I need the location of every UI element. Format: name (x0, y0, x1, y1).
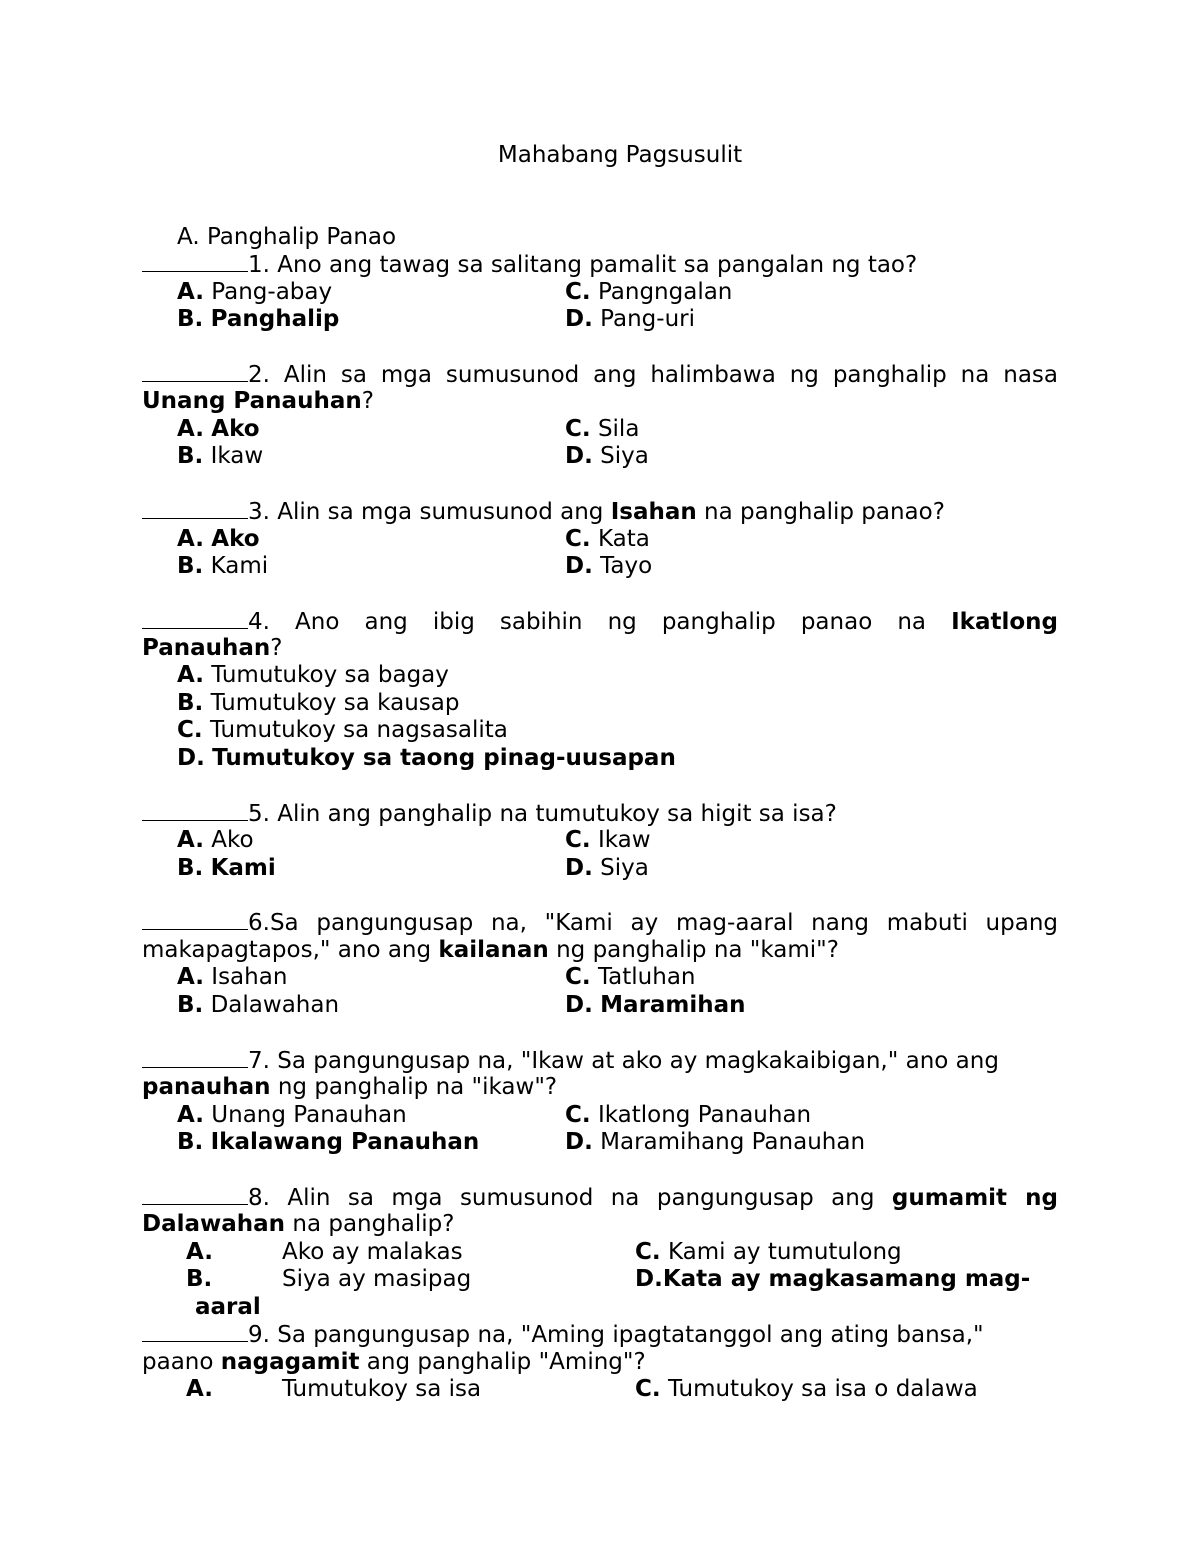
answer-blank[interactable] (142, 608, 248, 629)
answer-blank[interactable] (142, 909, 248, 930)
q8-option-c[interactable]: C. Kami ay tumutulong (635, 1239, 902, 1265)
q1-option-b[interactable]: B. Panghalip (177, 306, 340, 332)
q5-option-a[interactable]: A. Ako (177, 827, 254, 853)
question-6-line-1: 6.Sa pangungusap na, "Kami ay mag-aaral nang mabuti upang (142, 909, 1058, 937)
q8-option-b-label: B. (186, 1266, 213, 1292)
question-5: 5. Alin ang panghalip na tumutukoy sa higit sa isa? (142, 800, 837, 828)
q1-option-d[interactable]: D. Pang-uri (565, 306, 695, 332)
q8-option-d[interactable]: D.Kata ay magkasamang mag- (635, 1266, 1031, 1292)
q7-option-d[interactable]: D. Maramihang Panauhan (565, 1129, 866, 1155)
q8-option-b[interactable]: Siya ay masipag (282, 1266, 472, 1292)
question-1: 1. Ano ang tawag sa salitang pamalit sa pangalan ng tao? (142, 251, 917, 279)
answer-blank[interactable] (142, 1047, 248, 1068)
q4-option-b[interactable]: B. Tumutukoy sa kausap (177, 690, 460, 716)
q7-option-a[interactable]: A. Unang Panauhan (177, 1102, 407, 1128)
q2-option-d[interactable]: D. Siya (565, 443, 649, 469)
question-4-line-1: 4. Ano ang ibig sabihin ng panghalip panao na Ikatlong (142, 608, 1058, 636)
answer-blank[interactable] (142, 498, 248, 519)
q2-option-c[interactable]: C. Sila (565, 416, 640, 442)
question-4-line-2: Panauhan? (142, 635, 283, 661)
q8-option-a-label: A. (186, 1239, 213, 1265)
answer-blank[interactable] (142, 1321, 248, 1342)
q1-option-a[interactable]: A. Pang-abay (177, 279, 333, 305)
q7-option-b[interactable]: B. Ikalawang Panauhan (177, 1129, 480, 1155)
q8-option-d-wrap: aaral (195, 1294, 261, 1320)
q9-option-a-label: A. (186, 1376, 213, 1402)
q5-option-b[interactable]: B. Kami (177, 855, 276, 881)
answer-blank[interactable] (142, 1184, 248, 1205)
q9-option-a[interactable]: Tumutukoy sa isa (282, 1376, 482, 1402)
q7-option-c[interactable]: C. Ikatlong Panauhan (565, 1102, 812, 1128)
q6-option-a[interactable]: A. Isahan (177, 964, 288, 990)
q3-option-a[interactable]: A. Ako (177, 526, 260, 552)
q4-option-a[interactable]: A. Tumutukoy sa bagay (177, 662, 449, 688)
question-6-line-2: makapagtapos," ano ang kailanan ng panghalip na "kami"? (142, 937, 839, 963)
q3-option-b[interactable]: B. Kami (177, 553, 269, 579)
q3-option-c[interactable]: C. Kata (565, 526, 650, 552)
q2-option-b[interactable]: B. Ikaw (177, 443, 264, 469)
q6-option-c[interactable]: C. Tatluhan (565, 964, 696, 990)
question-8-line-1: 8. Alin sa mga sumusunod na pangungusap ang gumamit ng (142, 1184, 1058, 1212)
q6-option-d[interactable]: D. Maramihan (565, 992, 746, 1018)
q5-option-c[interactable]: C. Ikaw (565, 827, 651, 853)
q1-option-c[interactable]: C. Pangngalan (565, 279, 733, 305)
answer-blank[interactable] (142, 361, 248, 382)
q2-option-a[interactable]: A. Ako (177, 416, 260, 442)
q9-option-c[interactable]: C. Tumutukoy sa isa o dalawa (635, 1376, 978, 1402)
question-3: 3. Alin sa mga sumusunod ang Isahan na panghalip panao? (142, 498, 945, 526)
q4-option-c[interactable]: C. Tumutukoy sa nagsasalita (177, 717, 508, 743)
question-7-line-2: panauhan ng panghalip na "ikaw"? (142, 1074, 558, 1100)
q6-option-b[interactable]: B. Dalawahan (177, 992, 340, 1018)
answer-blank[interactable] (142, 251, 248, 272)
question-2-line-2: Unang Panauhan? (142, 388, 374, 414)
page-title: Mahabang Pagsusulit (497, 142, 743, 168)
question-2-line-1: 2. Alin sa mga sumusunod ang halimbawa ng panghalip na nasa (142, 361, 1058, 389)
q3-option-d[interactable]: D. Tayo (565, 553, 653, 579)
question-7-line-1: 7. Sa pangungusap na, "Ikaw at ako ay magkakaibigan," ano ang (142, 1047, 999, 1075)
section-heading: A. Panghalip Panao (177, 224, 397, 250)
q5-option-d[interactable]: D. Siya (565, 855, 649, 881)
q8-option-a[interactable]: Ako ay malakas (282, 1239, 463, 1265)
question-9-line-1: 9. Sa pangungusap na, "Aming ipagtatanggol ang ating bansa," (142, 1321, 984, 1349)
question-8-line-2: Dalawahan na panghalip? (142, 1211, 455, 1237)
q4-option-d[interactable]: D. Tumutukoy sa taong pinag-uusapan (177, 745, 676, 771)
answer-blank[interactable] (142, 800, 248, 821)
question-9-line-2: paano nagagamit ang panghalip "Aming"? (142, 1349, 646, 1375)
